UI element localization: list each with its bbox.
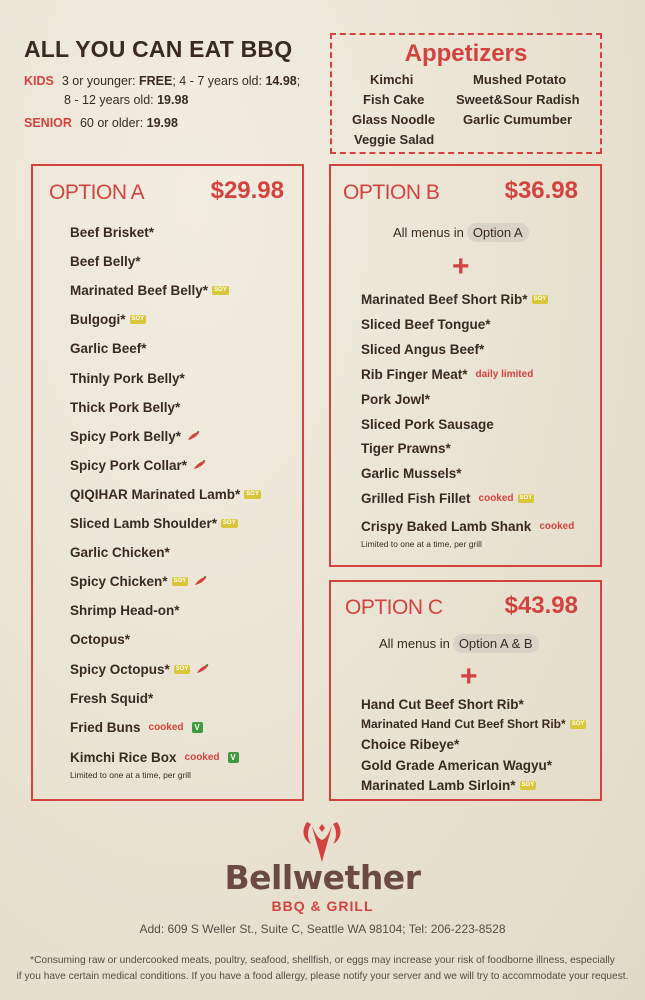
menu-item xyxy=(70,341,147,356)
appetizer-item: Fish Cake xyxy=(363,92,425,107)
kids-tag: KIDS xyxy=(24,74,54,88)
soy-badge: SOY xyxy=(214,287,227,294)
menu-item xyxy=(70,487,261,502)
option-b-box xyxy=(329,164,602,567)
menu-item xyxy=(70,750,239,765)
menu-item xyxy=(70,283,229,298)
menu-item-label: Spicy Pork Belly* xyxy=(70,428,182,444)
menu-item xyxy=(70,458,206,473)
chili-pepper-icon xyxy=(194,574,207,589)
chili-pepper-icon xyxy=(196,662,209,677)
option-b-price: $36.98 xyxy=(504,177,578,204)
menu-item-label: Marinated Lamb Sirloin* xyxy=(361,777,516,793)
menu-item xyxy=(361,417,494,432)
menu-item xyxy=(361,317,491,332)
menu-item-label: Hand Cut Beef Short Rib* xyxy=(361,697,524,712)
menu-item-label: QIQIHAR Marinated Lamb* xyxy=(70,486,241,502)
plus-icon: + xyxy=(460,660,478,693)
menu-item xyxy=(70,632,130,647)
menu-item xyxy=(361,519,574,534)
appetizers-title: Appetizers xyxy=(404,40,528,67)
menu-item-label: Marinated Beef Short Rib* xyxy=(361,292,528,307)
soy-badge: SOY xyxy=(223,520,236,526)
menu-item-label: Fresh Squid* xyxy=(70,690,154,706)
menu-item xyxy=(361,697,524,712)
menu-item xyxy=(361,342,484,357)
menu-item-label: Rib Finger Meat* xyxy=(361,366,468,382)
soy-badge: SOY xyxy=(131,316,145,323)
item-note: daily limited xyxy=(475,368,534,380)
appetizer-item: Kimchi xyxy=(370,72,414,87)
option-c-name: OPTION C xyxy=(345,596,443,619)
kids-price-text: 3 or younger: xyxy=(61,74,140,88)
menu-item-label: Thick Pork Belly* xyxy=(70,399,181,415)
appetizer-item: Veggie Salad xyxy=(354,132,435,147)
soy-badge: SOY xyxy=(246,490,259,497)
menu-item xyxy=(70,691,153,706)
menu-item-label: Sliced Beef Tongue* xyxy=(361,316,491,332)
menu-item xyxy=(361,717,586,731)
item-note: cooked xyxy=(478,493,514,505)
kids-price-text: ; 4 - 7 years old: xyxy=(172,74,266,88)
menu-item xyxy=(70,400,180,415)
kids-pricing-line-1 xyxy=(24,74,300,88)
kids-price-value: 19.98 xyxy=(157,93,189,107)
option-c-box xyxy=(329,580,602,801)
appetizer-item: Garlic Cumumber xyxy=(463,112,573,127)
menu-item-label: Octopus* xyxy=(70,632,131,648)
brand-subtitle: BBQ & GRILL xyxy=(271,898,374,914)
menu-item xyxy=(361,392,430,407)
menu-item-label: Garlic Mussels* xyxy=(361,466,462,482)
kids-pricing-line-2 xyxy=(64,93,188,107)
address-line: Add: 609 S Weller St., Suite C, Seattle WA 98104; Tel: 206-223-8528 xyxy=(139,922,506,936)
disclaimer-line: *Consuming raw or undercooked meats, poultry, seafood, shellfish, or eggs may increase your risk of foodborne illness, especially xyxy=(30,955,615,966)
menu-item-label: Sliced Lamb Shoulder* xyxy=(70,516,218,531)
menu-item-label: Beef Brisket* xyxy=(70,225,155,240)
menu-item xyxy=(361,737,459,752)
soy-badge: SOY xyxy=(571,720,585,727)
menu-item-label: Kimchi Rice Box xyxy=(70,750,177,765)
appetizers-box xyxy=(330,33,602,154)
menu-item xyxy=(361,292,548,307)
menu-item xyxy=(70,225,154,240)
menu-item-label: Sliced Pork Sausage xyxy=(361,416,494,432)
kids-price-text: 8 - 12 years old: xyxy=(64,93,158,107)
menu-item-label: Spicy Chicken* xyxy=(70,574,168,590)
item-note: cooked xyxy=(184,752,220,763)
option-b-name: OPTION B xyxy=(343,181,440,204)
menu-item xyxy=(70,254,141,269)
option-c-includes-line xyxy=(379,634,539,653)
option-c-price: $43.98 xyxy=(504,592,578,619)
soy-badge: SOY xyxy=(533,296,547,302)
kids-price-value: FREE xyxy=(139,74,173,88)
senior-price-value: 19.98 xyxy=(146,116,178,130)
menu-item xyxy=(361,441,451,456)
all-menus-text: All menus in xyxy=(379,636,450,651)
menu-item xyxy=(361,491,534,506)
kids-price-text: ; xyxy=(296,74,301,88)
menu-item xyxy=(361,466,462,481)
option-b-includes-line xyxy=(393,223,529,242)
menu-item-label: Crispy Baked Lamb Shank xyxy=(361,519,532,534)
senior-price-text: 60 or older: xyxy=(79,116,147,130)
limit-note: Limited to one at a time, per grill xyxy=(361,539,482,549)
menu-item-label: Gold Grade American Wagyu* xyxy=(361,757,553,773)
item-note: cooked xyxy=(539,521,575,532)
senior-pricing-line xyxy=(24,116,178,130)
menu-item xyxy=(70,720,203,735)
brand-name: Bellwether xyxy=(224,858,421,897)
menu-item xyxy=(70,603,180,618)
menu-item-label: Marinated Beef Belly* xyxy=(70,283,209,299)
menu-item-label: Garlic Chicken* xyxy=(70,545,170,561)
menu-item xyxy=(70,429,200,444)
menu-item-label: Pork Jowl* xyxy=(361,391,431,407)
included-option-pill: Option A & B xyxy=(453,634,539,653)
soy-badge: SOY xyxy=(175,665,189,672)
option-a-price: $29.98 xyxy=(210,177,284,204)
menu-item-label: Thinly Pork Belly* xyxy=(70,370,185,386)
option-a-box xyxy=(31,164,304,801)
menu-item xyxy=(70,371,185,386)
menu-item-label: Marinated Hand Cut Beef Short Rib* xyxy=(361,717,566,732)
menu-item xyxy=(361,367,533,382)
menu-item-label: Shrimp Head-on* xyxy=(70,603,180,619)
chili-pepper-icon xyxy=(187,429,200,444)
vegetarian-badge: V xyxy=(228,752,239,763)
appetizer-item: Sweet&Sour Radish xyxy=(456,92,580,107)
menu-item-label: Choice Ribeye* xyxy=(361,737,460,753)
item-note: cooked xyxy=(148,722,184,733)
menu-item-label: Garlic Beef* xyxy=(70,341,147,357)
chili-pepper-icon xyxy=(193,458,206,473)
menu-item-label: Tiger Prawns* xyxy=(361,441,451,457)
appetizer-item: Mushed Potato xyxy=(473,72,567,87)
menu-item xyxy=(361,778,536,793)
menu-item-label: Spicy Octopus* xyxy=(70,661,170,677)
disclaimer-line: if you have certain medical conditions. If you have a food allergy, please notify your server and we will try to accommodate your request. xyxy=(16,971,629,982)
menu-item xyxy=(70,545,170,560)
vegetarian-badge: V xyxy=(192,722,203,733)
menu-item xyxy=(70,574,207,589)
appetizer-item: Glass Noodle xyxy=(352,112,436,127)
soy-badge: SOY xyxy=(173,578,187,585)
menu-item-label: Beef Belly* xyxy=(70,254,141,270)
menu-item-label: Grilled Fish Fillet xyxy=(361,491,471,507)
menu-item-label: Sliced Angus Beef* xyxy=(361,341,485,357)
all-menus-text: All menus in xyxy=(393,225,464,240)
menu-item xyxy=(70,662,209,677)
menu-item xyxy=(70,312,146,327)
page-title: ALL YOU CAN EAT BBQ xyxy=(24,36,293,62)
included-option-pill: Option A xyxy=(467,223,529,242)
option-a-name: OPTION A xyxy=(49,181,145,204)
menu-item xyxy=(70,516,238,531)
soy-badge: SOY xyxy=(519,495,533,502)
senior-tag: SENIOR xyxy=(24,116,72,130)
plus-icon: + xyxy=(452,250,470,283)
soy-badge: SOY xyxy=(521,781,535,788)
menu-item-label: Spicy Pork Collar* xyxy=(70,457,188,473)
kids-price-value: 14.98 xyxy=(265,74,297,88)
menu-item-label: Bulgogi* xyxy=(70,312,126,328)
limit-note: Limited to one at a time, per grill xyxy=(70,770,191,780)
menu-item xyxy=(361,758,552,773)
disclaimer xyxy=(0,953,645,985)
menu-item-label: Fried Buns xyxy=(70,720,141,735)
